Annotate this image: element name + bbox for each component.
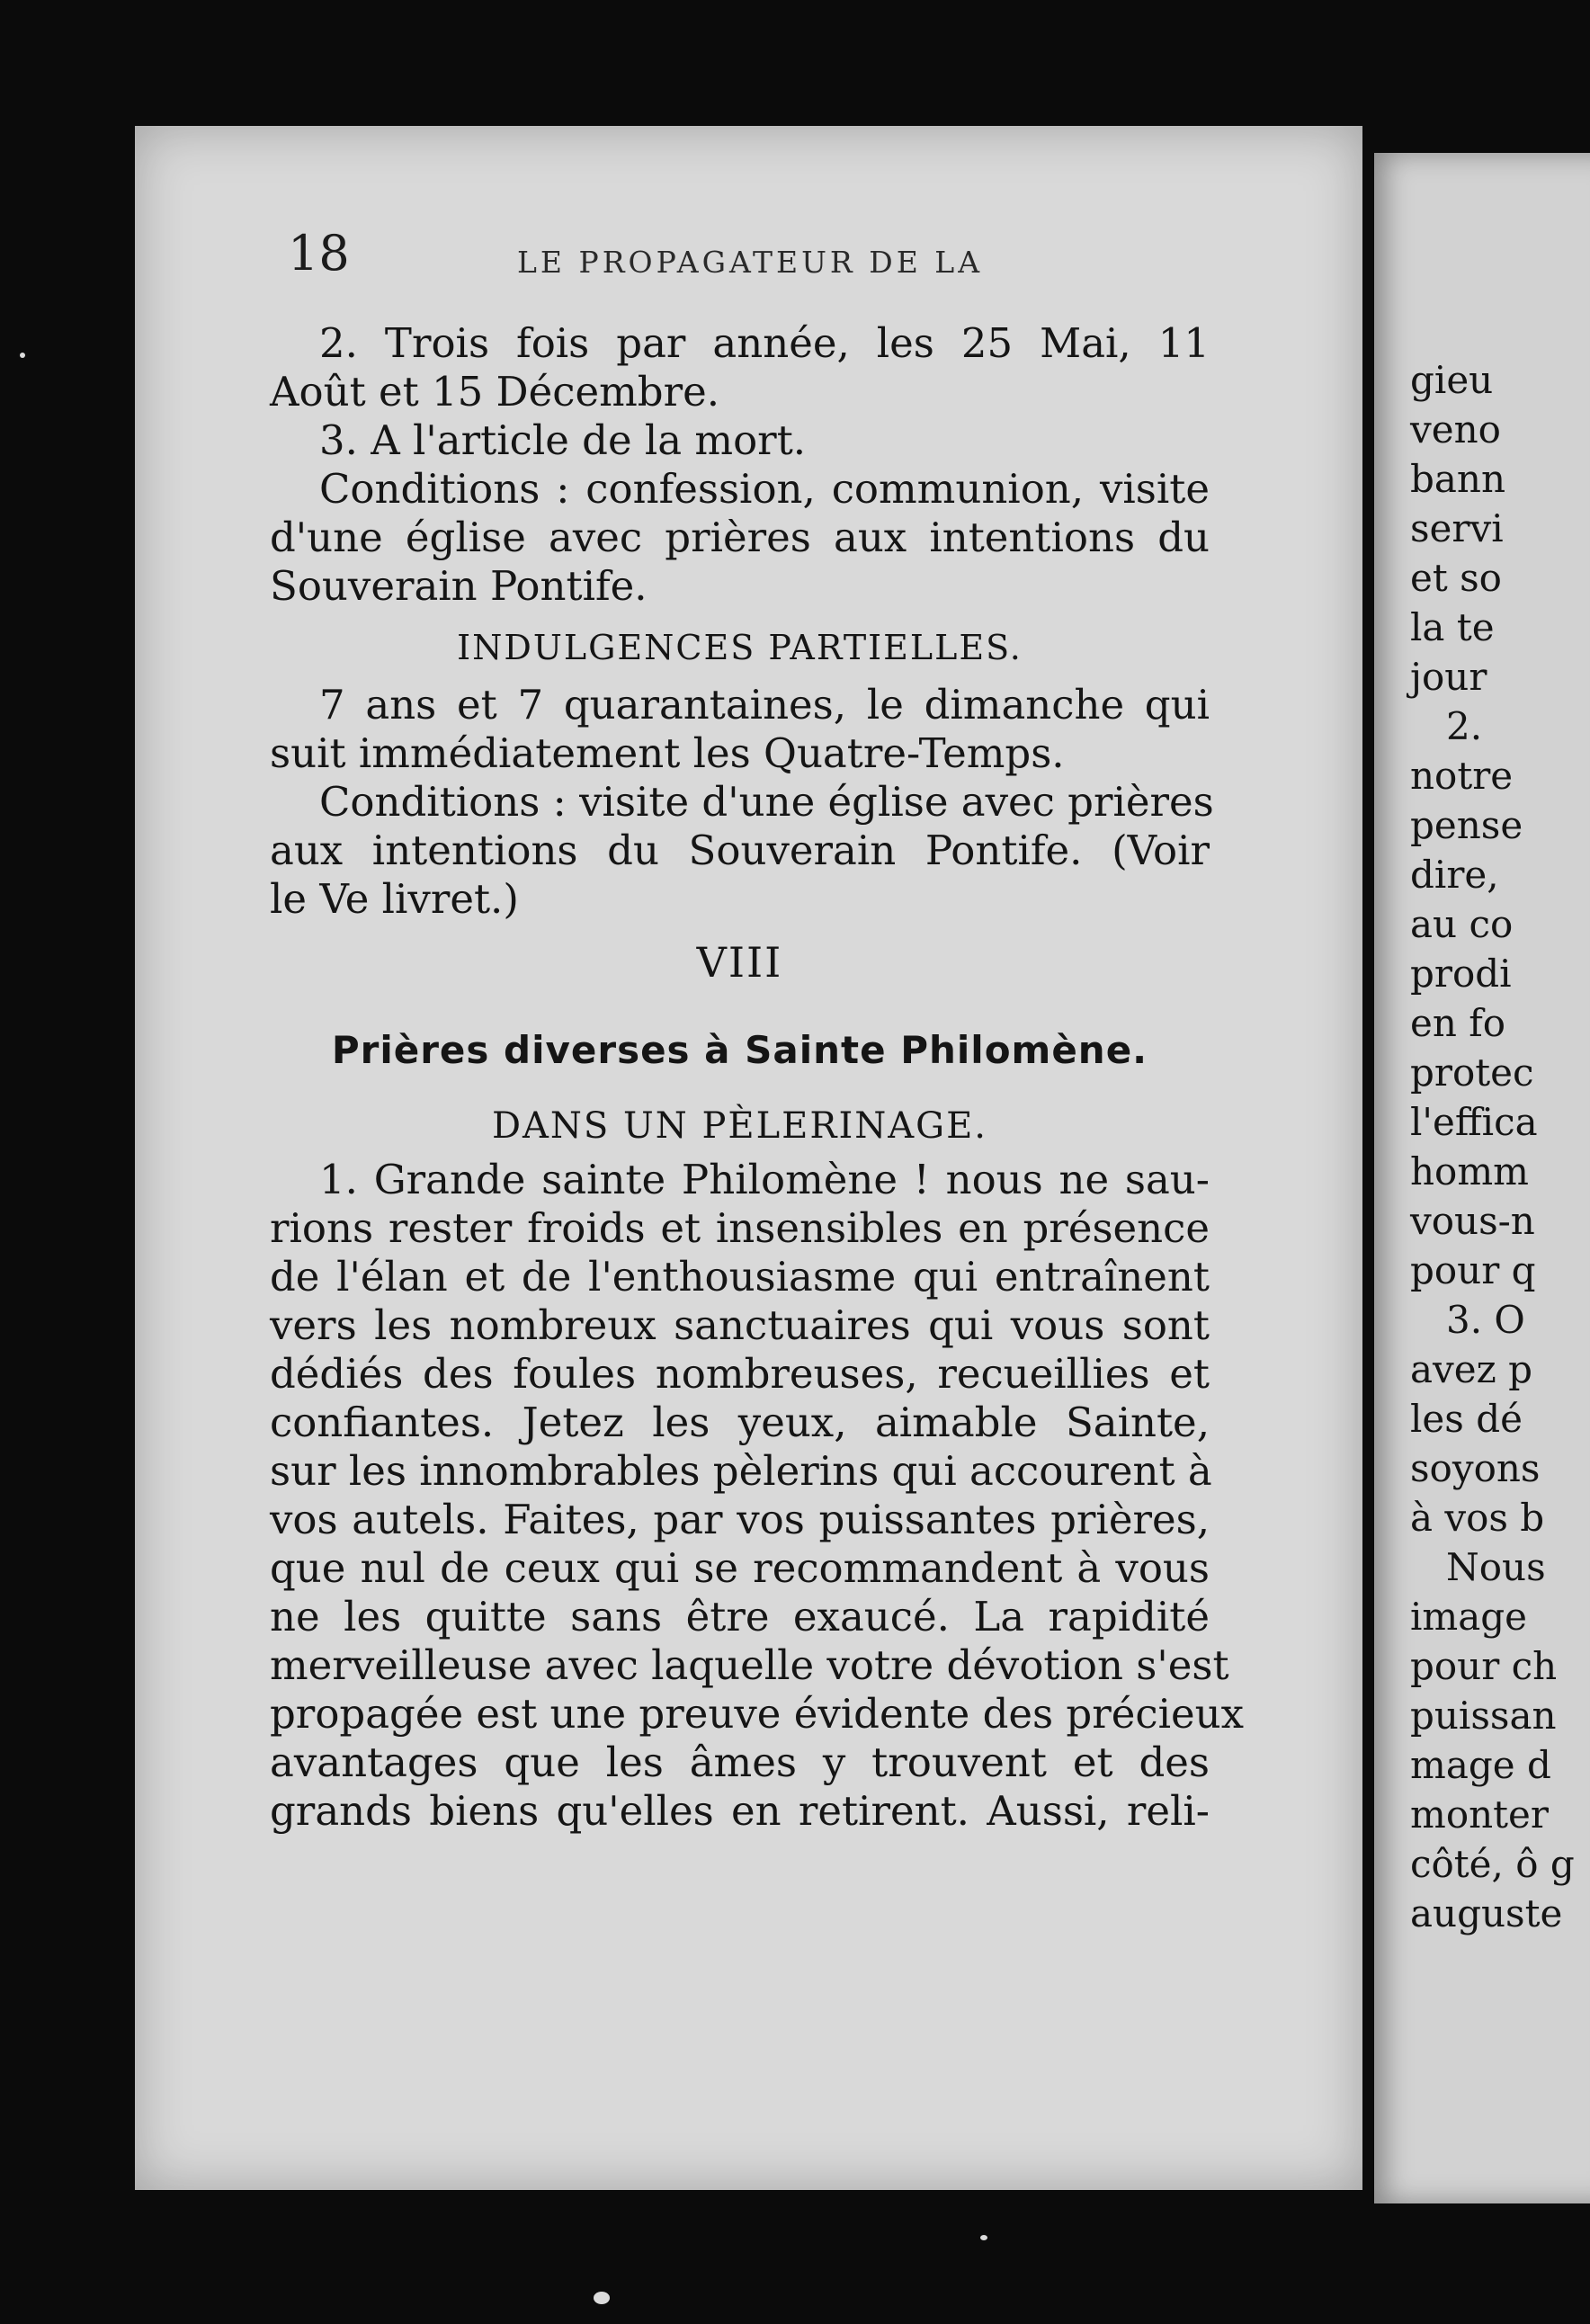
- text-line: d'une église avec prières aux intentions du: [270, 514, 1210, 561]
- text-fragment: pour ch: [1410, 1644, 1558, 1688]
- text-fragment: soyons: [1410, 1446, 1541, 1490]
- text-line: grands biens qu'elles en retirent. Aussi, reli-: [270, 1787, 1210, 1835]
- text-line: que nul de ceux qui se recommandent à vous: [270, 1544, 1210, 1592]
- heading-partial-indulgences: INDULGENCES PARTIELLES.: [457, 628, 1023, 667]
- text-fragment: mage d: [1410, 1743, 1551, 1787]
- left-page: [135, 126, 1362, 2190]
- text-fragment: au co: [1410, 902, 1514, 946]
- text-fragment: puissan: [1410, 1694, 1557, 1738]
- text-fragment: Nous: [1446, 1545, 1546, 1589]
- scan-speck: [980, 2235, 987, 2240]
- text-line: le Ve livret.): [270, 875, 519, 923]
- paragraph-plenary-times: [270, 319, 1210, 611]
- text-fragment: bann: [1410, 457, 1506, 501]
- text-fragment: gieu: [1410, 358, 1494, 402]
- text-line: de l'élan et de l'enthousiasme qui entraînent: [270, 1253, 1210, 1301]
- text-fragment: prodi: [1410, 952, 1512, 996]
- right-page: [1374, 153, 1590, 2203]
- text-fragment: la te: [1410, 605, 1495, 649]
- text-fragment: 3. O: [1446, 1298, 1525, 1342]
- text-fragment: les dé: [1410, 1397, 1523, 1441]
- text-line: propagée est une preuve évidente des précieux: [270, 1690, 1244, 1738]
- subheading-pilgrimage: DANS UN PÈLERINAGE.: [491, 1105, 988, 1147]
- text-fragment: pour q: [1410, 1248, 1536, 1292]
- text-fragment: veno: [1410, 407, 1501, 451]
- scan-speck: [594, 2292, 610, 2304]
- text-fragment: homm: [1410, 1149, 1529, 1193]
- text-line: Conditions : confession, communion, visite: [319, 465, 1210, 513]
- right-page-fragments: [1410, 355, 1575, 1938]
- text-line: confiantes. Jetez les yeux, aimable Sainte,: [270, 1399, 1210, 1446]
- text-line: vers les nombreux sanctuaires qui vous sont: [270, 1301, 1210, 1349]
- text-line: suit immédiatement les Quatre-Temps.: [270, 729, 1065, 777]
- text-line: 1. Grande sainte Philomène ! nous ne sau-: [319, 1156, 1210, 1203]
- text-line: 3. A l'article de la mort.: [319, 416, 807, 464]
- text-line: 7 ans et 7 quarantaines, le dimanche qui: [319, 681, 1210, 728]
- page-header: [288, 225, 1205, 288]
- text-line: ne les quitte sans être exaucé. La rapidité: [270, 1593, 1210, 1640]
- section-number: VIII: [696, 938, 783, 987]
- text-fragment: image: [1410, 1595, 1528, 1639]
- page-body: [270, 319, 1244, 1836]
- text-line: Août et 15 Décembre.: [270, 368, 720, 416]
- text-fragment: côté, ô g: [1410, 1842, 1575, 1886]
- text-fragment: 2.: [1446, 704, 1483, 748]
- text-line: merveilleuse avec laquelle votre dévotion s'est: [270, 1641, 1229, 1689]
- scan-speck: [20, 353, 25, 358]
- section-title: Prières diverses à Sainte Philomène.: [331, 1028, 1148, 1072]
- text-fragment: servi: [1410, 506, 1504, 550]
- text-fragment: dire,: [1410, 853, 1499, 897]
- text-line: vos autels. Faites, par vos puissantes prières,: [270, 1496, 1210, 1543]
- text-line: avantages que les âmes y trouvent et des: [270, 1739, 1210, 1786]
- text-fragment: et so: [1410, 556, 1502, 600]
- text-line: Conditions : visite d'une église avec prières: [319, 778, 1214, 826]
- text-fragment: protec: [1410, 1050, 1534, 1095]
- text-fragment: à vos b: [1410, 1496, 1545, 1540]
- text-fragment: auguste: [1410, 1891, 1563, 1935]
- paragraph-partial-indulgences: [270, 681, 1214, 924]
- paragraph-prayer-1: [270, 1156, 1244, 1836]
- text-line: dédiés des foules nombreuses, recueillies et: [270, 1350, 1210, 1398]
- text-line: Souverain Pontife.: [270, 562, 648, 610]
- text-line: 2. Trois fois par année, les 25 Mai, 11: [319, 319, 1210, 367]
- text-fragment: vous-n: [1410, 1199, 1535, 1243]
- text-fragment: monter: [1410, 1792, 1549, 1837]
- text-line: aux intentions du Souverain Pontife. (Voir: [270, 827, 1210, 874]
- page-number: 18: [288, 225, 350, 282]
- text-fragment: jour: [1410, 655, 1487, 699]
- text-fragment: en fo: [1410, 1001, 1506, 1045]
- text-fragment: avez p: [1410, 1347, 1532, 1391]
- text-line: rions rester froids et insensibles en présence: [270, 1204, 1210, 1252]
- running-title: LE PROPAGATEUR DE LA: [517, 245, 984, 280]
- text-line: sur les innombrables pèlerins qui accourent à: [270, 1447, 1212, 1495]
- text-fragment: pense: [1410, 803, 1523, 847]
- text-fragment: l'effica: [1410, 1100, 1538, 1144]
- text-fragment: notre: [1410, 754, 1514, 798]
